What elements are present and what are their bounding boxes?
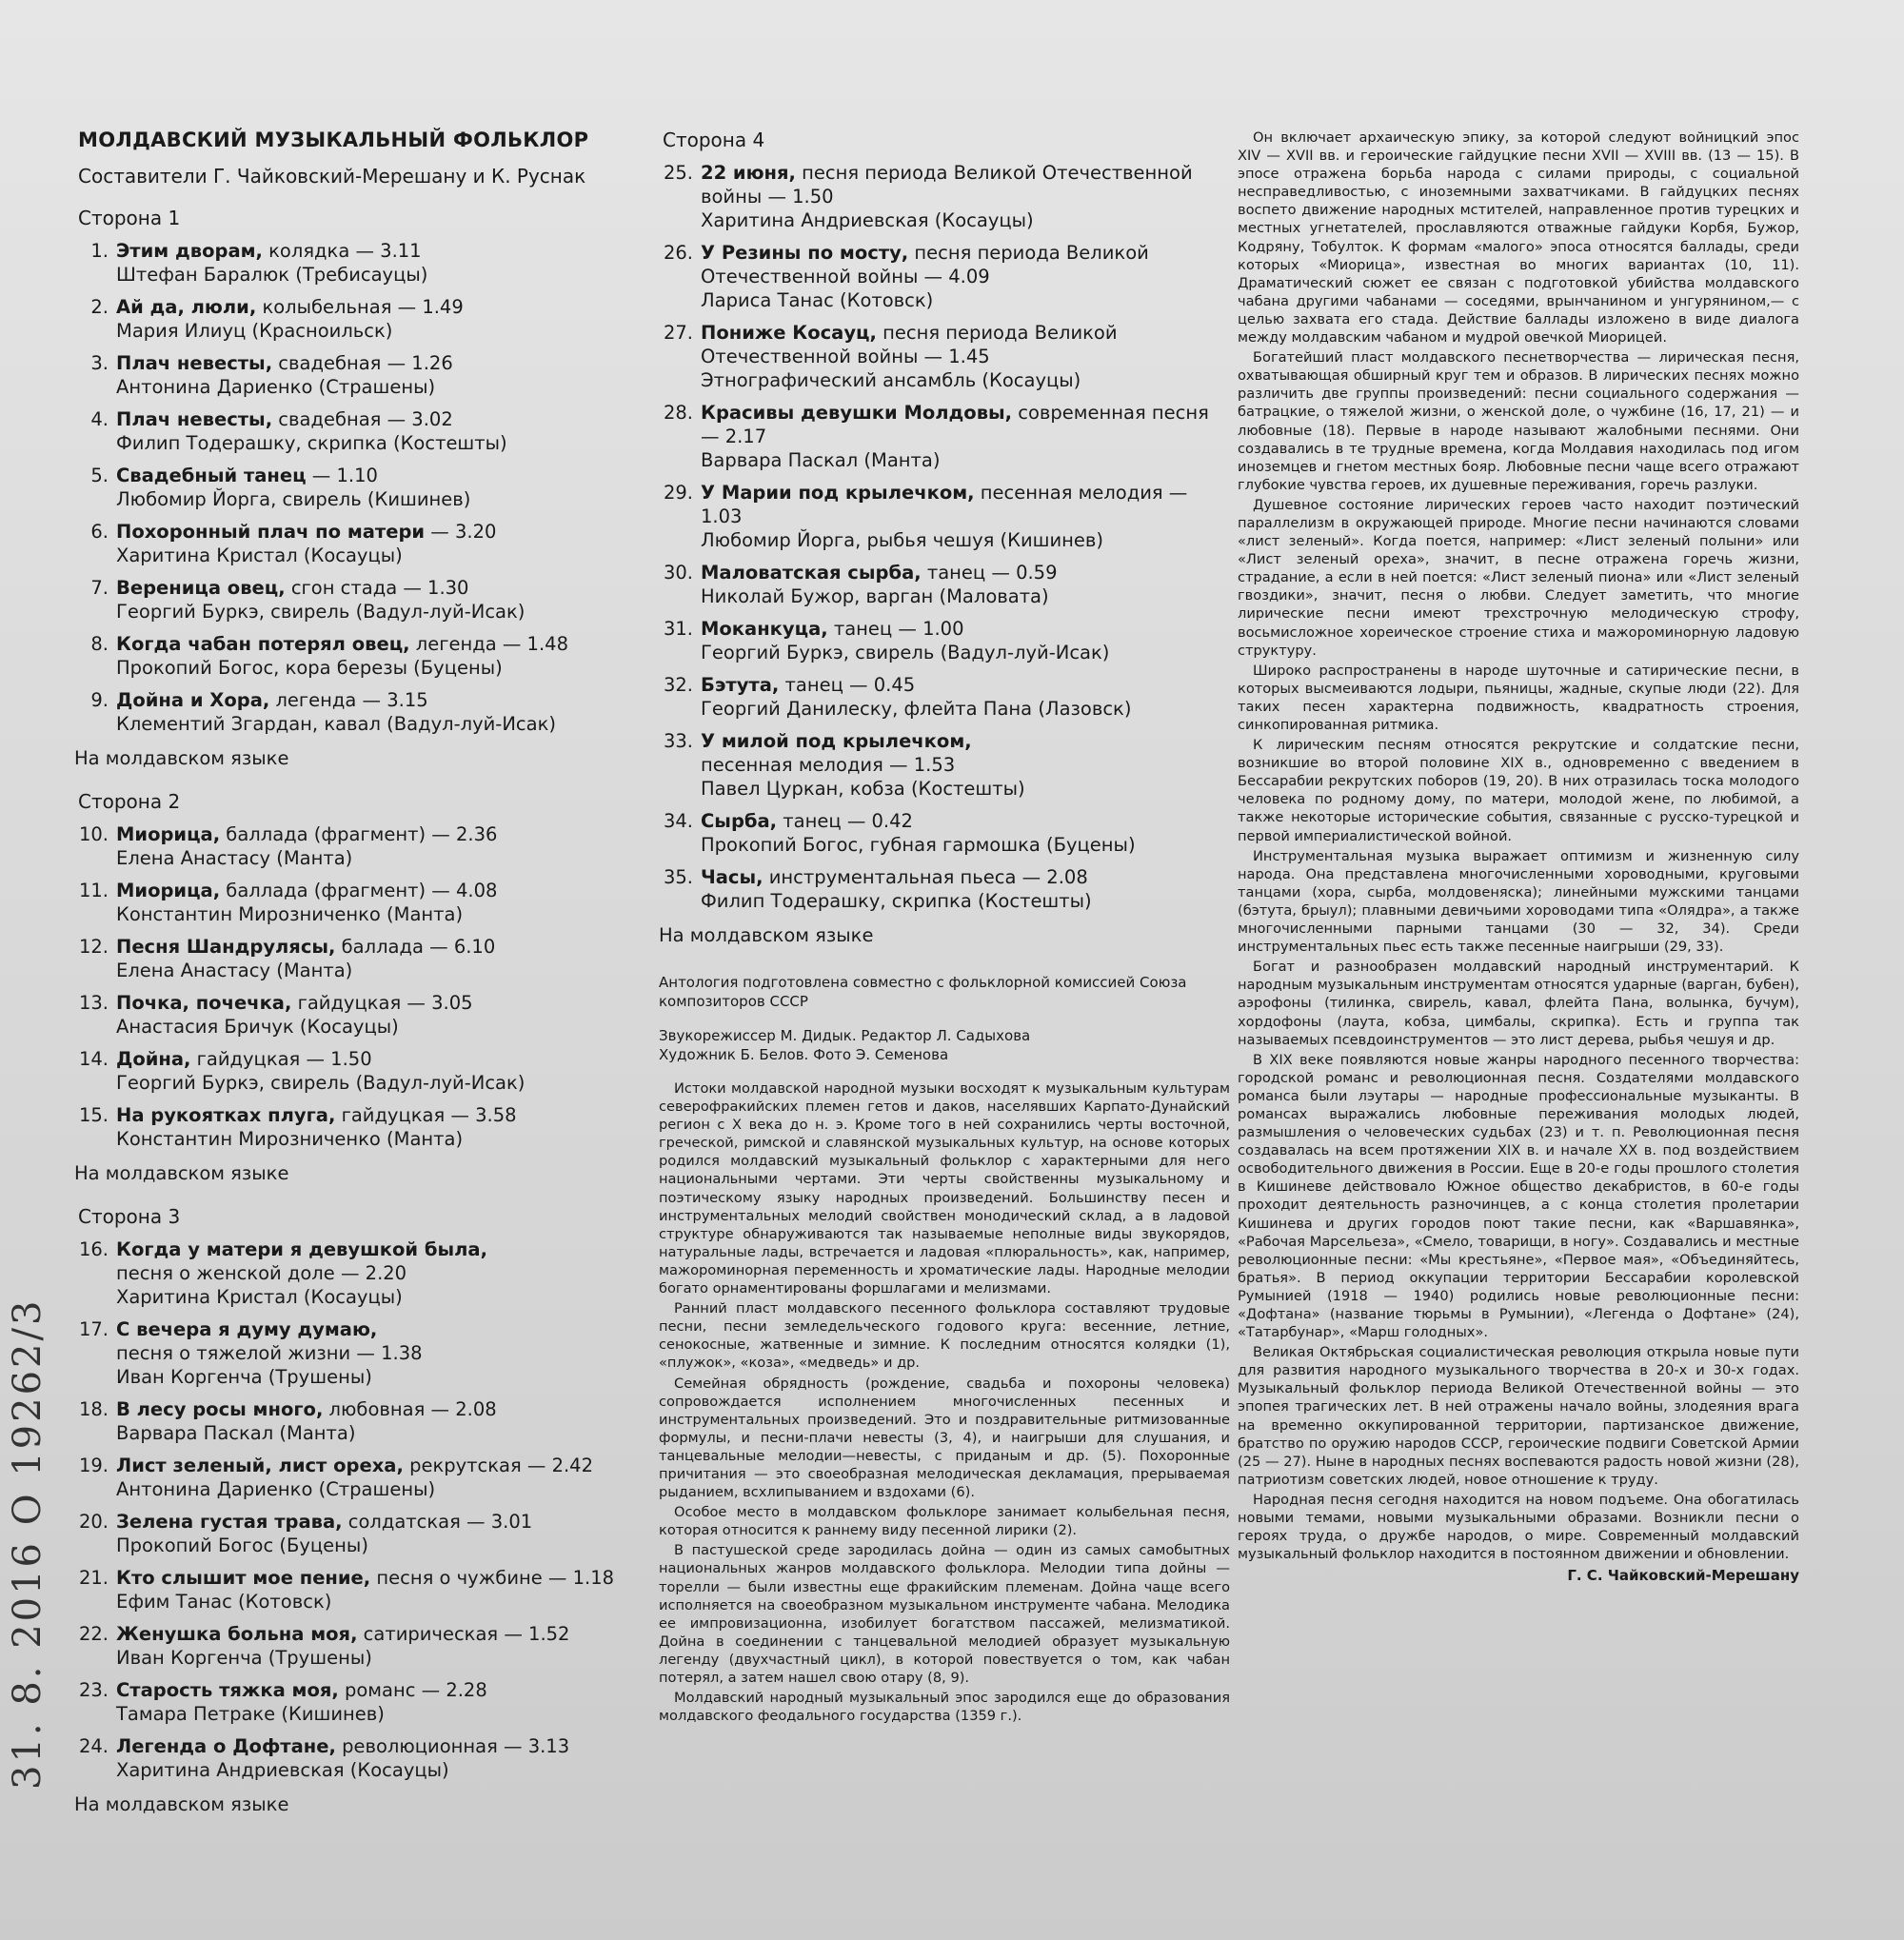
side-2-block bbox=[74, 822, 645, 1184]
track-performer: Филип Тодерашку, скрипка (Костешты) bbox=[701, 890, 1092, 912]
track-number: 10. bbox=[78, 823, 109, 845]
track-title: Дойна и Хора, bbox=[116, 689, 270, 711]
track-description: любовная — 2.08 bbox=[323, 1398, 497, 1420]
track-item bbox=[74, 688, 645, 736]
track-body bbox=[116, 688, 645, 736]
track-number: 19. bbox=[78, 1455, 109, 1476]
track-performer: Константин Мирозниченко (Манта) bbox=[116, 903, 464, 925]
track-performer: Иван Коргенча (Трушены) bbox=[116, 1647, 372, 1669]
track-title: Вереница овец, bbox=[116, 577, 286, 599]
track-description: революционная — 3.13 bbox=[335, 1735, 570, 1757]
track-description: сатирическая — 1.52 bbox=[357, 1623, 570, 1645]
track-description: — 1.10 bbox=[306, 465, 378, 486]
track-item bbox=[74, 1237, 645, 1309]
track-title: Миорица, bbox=[116, 880, 221, 901]
track-performer: Тамара Петраке (Кишинев) bbox=[116, 1703, 385, 1725]
track-item bbox=[74, 1397, 645, 1445]
track-item bbox=[74, 935, 645, 982]
handwritten-catalog-note: 31. 8. 2016 О 19262/3 bbox=[6, 1297, 50, 1790]
track-description: гайдуцкая — 3.05 bbox=[291, 992, 473, 1014]
track-item bbox=[74, 822, 645, 870]
track-performer: Харитина Кристал (Косауцы) bbox=[116, 1286, 403, 1308]
track-performer: Харитина Андриевская (Косауцы) bbox=[701, 209, 1034, 231]
track-description: современная песня — 2.17 bbox=[701, 402, 1209, 447]
track-description: танец — 1.00 bbox=[827, 618, 964, 640]
credits-engineer-editor: Звукорежиссер М. Дидык. Редактор Л. Садыхова bbox=[659, 1027, 1031, 1044]
essay-paragraph: Молдавский народный музыкальный эпос зародился еще до образования молдавского феодального государства (1359 г.). bbox=[659, 1690, 1230, 1725]
track-body bbox=[116, 407, 645, 455]
track-number: 8. bbox=[90, 633, 109, 655]
track-number: 16. bbox=[78, 1238, 109, 1260]
track-title: Маловатская сырба, bbox=[701, 562, 922, 584]
track-performer: Павел Цуркан, кобза (Костешты) bbox=[701, 778, 1025, 800]
track-number: 6. bbox=[90, 521, 109, 543]
credits bbox=[659, 973, 1230, 1064]
track-title: Этим дворам, bbox=[116, 240, 263, 262]
track-number: 30. bbox=[663, 562, 693, 584]
track-title: Зелена густая трава, bbox=[116, 1511, 343, 1533]
essay-paragraph: Он включает архаическую эпику, за которой следуют войницкий эпос XIV — XVII вв. и героические гайдуцкие песни XVII — XVIII вв. (13 — 15). В эпосе отражена борьба народа с силами природы, с социальной несправедливостью, с иноземными захватчиками. В гайдуцких песнях воспето движение народных мстителей, направленное против турецких и местных угнетателей, прославляются отважные гайдуки Корбя, Бужор, Кодряну, Тобулток. К формам «малого» эпоса относятся баллады, среди которых «Миорица», известная во многих вариантах (10, 11). Драматический сюжет ее связан с подготовкой убийства молдавского чабана другими чабанами — соседями, врынчанином и унгурянином,— с целью захвата его стада. Действие баллады изложено в виде диалога между молдавским чабаном и мудрой овечкой Миорицей. bbox=[1238, 129, 1799, 346]
track-title: В лесу росы много, bbox=[116, 1398, 324, 1420]
essay-part-2 bbox=[1238, 129, 1799, 1563]
track-title: Когда у матери я девушкой была, bbox=[116, 1238, 487, 1260]
track-performer: Анастасия Бричук (Косауцы) bbox=[116, 1016, 399, 1038]
track-description: — 3.20 bbox=[425, 521, 497, 543]
track-number: 20. bbox=[78, 1511, 109, 1533]
track-performer: Георгий Данилеску, флейта Пана (Лазовск) bbox=[701, 698, 1132, 720]
track-number: 32. bbox=[663, 674, 693, 696]
track-body bbox=[116, 1678, 645, 1726]
essay-column-3 bbox=[1238, 129, 1799, 1584]
track-description: легенда — 1.48 bbox=[409, 633, 568, 655]
credits-staff bbox=[659, 1026, 1230, 1064]
track-description: танец — 0.59 bbox=[921, 562, 1058, 584]
track-performer: Георгий Буркэ, свирель (Вадул-луй-Исак) bbox=[116, 1072, 526, 1094]
track-number: 34. bbox=[663, 810, 693, 832]
track-performer: Варвара Паскал (Манта) bbox=[701, 449, 941, 471]
track-performer: Георгий Буркэ, свирель (Вадул-луй-Исак) bbox=[116, 601, 526, 623]
track-title: Дойна, bbox=[116, 1048, 191, 1070]
track-performer: Клементий Згардан, кавал (Вадул-луй-Исак) bbox=[116, 713, 556, 735]
track-body bbox=[116, 239, 645, 287]
track-title: Плач невесты, bbox=[116, 408, 273, 430]
track-number: 14. bbox=[78, 1048, 109, 1070]
track-title: На рукоятках плуга, bbox=[116, 1104, 336, 1126]
tracklist-column-2 bbox=[659, 129, 1230, 1727]
track-item bbox=[74, 520, 645, 567]
track-item bbox=[74, 1734, 645, 1782]
track-performer: Елена Анастасу (Манта) bbox=[116, 960, 353, 981]
tracklist-column-1 bbox=[74, 129, 645, 1815]
track-body bbox=[116, 632, 645, 680]
track-body bbox=[116, 351, 645, 399]
track-description: гайдуцкая — 1.50 bbox=[190, 1048, 372, 1070]
track-body bbox=[116, 879, 645, 926]
track-performer: Прокопий Богос, губная гармошка (Буцены) bbox=[701, 834, 1136, 856]
track-number: 33. bbox=[663, 730, 693, 752]
track-performer: Антонина Дариенко (Страшены) bbox=[116, 1478, 436, 1500]
track-title: У Резины по мосту, bbox=[701, 242, 909, 264]
track-description: песенная мелодия — 1.03 bbox=[701, 482, 1188, 527]
track-number: 31. bbox=[663, 618, 693, 640]
essay-paragraph: Богатейший пласт молдавского песнетворчества — лирическая песня, охватывающая обширный круг тем и образов. В лирических песнях можно различить две группы произведений: песни социального содержания — батрацкие, о тяжелой жизни, о женской доле, о чужбине (16, 17, 21) — и любовные (18). Первые в народе называют жалобными песнями. Они создавались в те трудные времена, когда Молдавия находилась под игом иноземцев и гнетом местных бояр. Любовные песни чаще всего отражают глубокие чувства героев, их душевные переживания, горечь разлуки. bbox=[1238, 349, 1799, 493]
track-title: Часы, bbox=[701, 866, 764, 888]
track-title: Песня Шандрулясы, bbox=[116, 936, 336, 958]
track-performer: Штефан Баралюк (Требисауцы) bbox=[116, 264, 428, 286]
track-item bbox=[74, 1566, 645, 1613]
track-title: Лист зеленый, лист ореха, bbox=[116, 1455, 404, 1476]
track-item bbox=[74, 407, 645, 455]
track-title: Женушка больна моя, bbox=[116, 1623, 358, 1645]
track-description: баллада (фрагмент) — 2.36 bbox=[220, 823, 498, 845]
language-note: На молдавском языке bbox=[74, 1793, 289, 1815]
track-body bbox=[701, 561, 1230, 608]
track-description: танец — 0.45 bbox=[779, 674, 916, 696]
track-title: Легенда о Дофтане, bbox=[116, 1735, 336, 1757]
track-item bbox=[74, 1317, 645, 1389]
track-body bbox=[116, 1454, 645, 1501]
track-description: песня периода Великой Отечественной войны — 4.09 bbox=[701, 242, 1149, 287]
essay-part-1 bbox=[659, 1079, 1230, 1725]
track-title: С вечера я думу думаю, bbox=[116, 1318, 378, 1340]
track-number: 15. bbox=[78, 1104, 109, 1126]
track-item bbox=[74, 576, 645, 624]
track-body bbox=[116, 295, 645, 343]
track-body bbox=[116, 1734, 645, 1782]
track-body bbox=[116, 520, 645, 567]
track-item bbox=[659, 809, 1230, 857]
track-body bbox=[116, 1317, 645, 1389]
track-description: песня о тяжелой жизни — 1.38 bbox=[116, 1342, 423, 1364]
essay-paragraph: К лирическим песням относятся рекрутские и солдатские песни, возникшие во второй половине XIX в., одновременно с введением в Бессарабии рекрутских поборов (19, 20). В них отразилась тоска молодого человека по родному дому, по матери, молодой жене, по любимой, а также некоторые исторические события, связанные с русско-турецкой и первой империалистической войной. bbox=[1238, 737, 1799, 844]
track-body bbox=[701, 241, 1230, 312]
track-item bbox=[74, 295, 645, 343]
track-title: Старость тяжка моя, bbox=[116, 1679, 339, 1701]
track-number: 22. bbox=[78, 1623, 109, 1645]
track-body bbox=[701, 673, 1230, 721]
track-number: 26. bbox=[663, 242, 693, 264]
track-item bbox=[74, 1622, 645, 1670]
track-item bbox=[659, 561, 1230, 608]
track-item bbox=[659, 673, 1230, 721]
track-body bbox=[701, 481, 1230, 552]
essay-paragraph: Богат и разнообразен молдавский народный инструментарий. К народным музыкальным инструментам относятся ударные (варган, бубен), аэрофоны (тилинка, свирель, кавал, флейта Пана, волынка, бучум), хордофоны (лаута, кобза, цимбалы, скрипка). Есть и группа так называемых псевдоинструментов — это лист дерева, рыбья чешуя и др. bbox=[1238, 959, 1799, 1048]
track-body bbox=[701, 401, 1230, 472]
track-body bbox=[701, 865, 1230, 913]
track-description: песня периода Великой Отечественной войны — 1.50 bbox=[701, 162, 1193, 208]
side-1-block bbox=[74, 207, 645, 769]
track-description: танец — 0.42 bbox=[777, 810, 913, 832]
track-item bbox=[659, 161, 1230, 232]
track-performer: Елена Анастасу (Манта) bbox=[116, 847, 353, 869]
track-item bbox=[74, 1678, 645, 1726]
essay-paragraph: Семейная обрядность (рождение, свадьба и похороны человека) сопровождается исполнением многочисленных песенных и инструментальных произведений. Это и поздравительные ритмизованные формулы, и песни-плачи невесты (3, 4), и наигрыши для слушания, и танцевальные мелодии—невесты, с приданым и др. (5). Похоронные причитания — это своеобразная мелодическая декламация, прерываемая рыданием, всхлипыванием и вздохами (6). bbox=[659, 1375, 1230, 1501]
track-performer: Лариса Танас (Котовск) bbox=[701, 289, 934, 311]
track-description: гайдуцкая — 3.58 bbox=[335, 1104, 517, 1126]
track-performer: Филип Тодерашку, скрипка (Костешты) bbox=[116, 432, 507, 454]
track-body bbox=[116, 935, 645, 982]
essay-paragraph: В пастушеской среде зародилась дойна — один из самых самобытных национальных жанров молдавского фольклора. Мелодии типа дойны — торелли — были известны еще фракийским племенам. Дойна чаще всего исполняется на своеобразном музыкальном инструменте чабана. Мелодика ее импровизационна, изобилует богатством пассажей, мелизматикой. Дойна в соединении с танцевальной мелодией образует музыкальную легенду (двухчастный цикл), в которой повествуется о том, как чабан потерял, а затем нашел свою отару (8, 9). bbox=[659, 1542, 1230, 1686]
essay-paragraph: Народная песня сегодня находится на новом подъеме. Она обогатилась новыми темами, новыми музыкальными образами. Возникли песни о героях труда, о дружбе народов, о мире. Современный молдавский музыкальный фольклор находится в постоянном движении и обновлении. bbox=[1238, 1491, 1799, 1563]
track-description: песенная мелодия — 1.53 bbox=[701, 754, 956, 776]
track-body bbox=[116, 1510, 645, 1557]
essay-paragraph: Истоки молдавской народной музыки восходят к музыкальным культурам северофракийских племен гетов и даков, населявших Карпато-Дунайский регион с Х века до н. э. Кроме того в ней сохранились черты восточной, греческой, римской и славянской музыкальных культур, на основе которых родился молдавский музыкальный фольклор с характерными для него национальными чертами. Эти черты свойственны музыкальному и поэтическому языку народных произведений. Большинству песен и инструментальных мелодий свойствен монодический склад, а в ладовой структуре обнаруживаются так называемые неполные виды звукорядов, натуральные лады, встречается и ладовая «плюральность», как, например, мажороминорная переменность и хроматические лады. Народные мелодии богато орнаментированы форшлагами и мелизмами. bbox=[659, 1080, 1230, 1297]
track-description: колыбельная — 1.49 bbox=[256, 296, 464, 318]
track-body bbox=[116, 1103, 645, 1151]
compilers-line: Составители Г. Чайковский-Мерешану и К. Руснак bbox=[78, 165, 586, 188]
track-number: 24. bbox=[78, 1735, 109, 1757]
track-number: 17. bbox=[78, 1318, 109, 1340]
language-note: На молдавском языке bbox=[659, 924, 874, 946]
track-title: Почка, почечка, bbox=[116, 992, 292, 1014]
track-item bbox=[74, 632, 645, 680]
track-description: песня периода Великой Отечественной войны — 1.45 bbox=[701, 322, 1118, 367]
essay-paragraph: В XIX веке появляются новые жанры народного песенного творчества: городской романс и революционная песня. Создателями молдавского романса были лэутары — народные профессиональные музыканты. В романсах выражались любовные переживания молодых людей, размышления о человеческих судьбах (23) и т. п. Революционная песня создавалась на всем протяжении XIX в. и начале XX в. под воздействием освободительного движения в России. Еще в 20-е годы прошлого столетия в Кишиневе действовало Южное общество декабристов, в 60-е годы проходит деятельность разночинцев, а с конца столетия пролетарии Кишинева и других городов поют такие песни, как «Варшавянка», «Рабочая Марсельеза», «Смело, товарищи, в ногу». Создавались и местные революционные песни: «Мы крестьяне», «Первое мая», «Объединяйтесь, братья». В период оккупации территории Бессарабии королевской Румынией (1918 — 1940) родились новые революционные песни: «Дофтана» (название тюрьмы в Румынии), «Легенда о Дофтане» (24), «Татарбунар», «Марш голодных». bbox=[1238, 1051, 1799, 1341]
track-description: сгон стада — 1.30 bbox=[285, 577, 469, 599]
track-description: песня о женской доле — 2.20 bbox=[116, 1262, 407, 1284]
track-performer: Ефим Танас (Котовск) bbox=[116, 1591, 332, 1613]
track-title: Свадебный танец bbox=[116, 465, 307, 486]
track-number: 35. bbox=[663, 866, 693, 888]
language-note: На молдавском языке bbox=[74, 1162, 289, 1184]
track-title: Плач невесты, bbox=[116, 352, 273, 374]
track-description: баллада — 6.10 bbox=[335, 936, 496, 958]
track-title: У Марии под крылечком, bbox=[701, 482, 975, 504]
track-number: 9. bbox=[90, 689, 109, 711]
track-performer: Иван Коргенча (Трушены) bbox=[116, 1366, 372, 1388]
track-number: 3. bbox=[90, 352, 109, 374]
track-item bbox=[659, 865, 1230, 913]
track-title: Ай да, люли, bbox=[116, 296, 257, 318]
track-performer: Георгий Буркэ, свирель (Вадул-луй-Исак) bbox=[701, 642, 1110, 663]
track-description: колядка — 3.11 bbox=[262, 240, 422, 262]
track-item bbox=[659, 321, 1230, 392]
track-title: Пониже Косауц, bbox=[701, 322, 877, 344]
track-title: Бэтута, bbox=[701, 674, 780, 696]
track-item bbox=[659, 241, 1230, 312]
track-item bbox=[74, 1103, 645, 1151]
track-body bbox=[116, 464, 645, 511]
track-number: 23. bbox=[78, 1679, 109, 1701]
track-item bbox=[74, 351, 645, 399]
language-note: На молдавском языке bbox=[74, 747, 289, 769]
track-number: 18. bbox=[78, 1398, 109, 1420]
track-performer: Константин Мирозниченко (Манта) bbox=[116, 1128, 464, 1150]
track-performer: Прокопий Богос, кора березы (Буцены) bbox=[116, 657, 503, 679]
track-body bbox=[116, 1397, 645, 1445]
track-performer: Николай Бужор, варган (Маловата) bbox=[701, 585, 1049, 607]
track-body bbox=[701, 161, 1230, 232]
track-performer: Харитина Андриевская (Косауцы) bbox=[116, 1759, 449, 1781]
track-number: 28. bbox=[663, 402, 693, 424]
track-title: Миорица, bbox=[116, 823, 221, 845]
track-title: Моканкуца, bbox=[701, 618, 828, 640]
essay-paragraph: Широко распространены в народе шуточные и сатирические песни, в которых высмеиваются лодыри, пьяницы, жадные, скупые люди (22). Для таких песен характерна подвижность, квадратность строения, синкопированная ритмика. bbox=[1238, 662, 1799, 733]
track-body bbox=[116, 1047, 645, 1095]
track-performer: Антонина Дариенко (Страшены) bbox=[116, 376, 436, 398]
track-body bbox=[116, 1622, 645, 1670]
track-performer: Мария Илиуц (Красноильск) bbox=[116, 320, 393, 342]
track-number: 12. bbox=[78, 936, 109, 958]
track-description: свадебная — 1.26 bbox=[272, 352, 453, 374]
track-title: У милой под крылечком, bbox=[701, 730, 972, 752]
track-item bbox=[659, 401, 1230, 472]
track-item bbox=[74, 239, 645, 287]
author-signature: Г. С. Чайковский-Мерешану bbox=[1567, 1567, 1799, 1585]
track-description: рекрутская — 2.42 bbox=[403, 1455, 593, 1476]
track-item bbox=[659, 729, 1230, 801]
track-item bbox=[659, 481, 1230, 552]
track-body bbox=[116, 576, 645, 624]
track-title: Красивы девушки Молдовы, bbox=[701, 402, 1013, 424]
track-body bbox=[116, 1237, 645, 1309]
track-title: 22 июня, bbox=[701, 162, 796, 184]
track-number: 13. bbox=[78, 992, 109, 1014]
track-number: 21. bbox=[78, 1567, 109, 1589]
side-3-label: Сторона 3 bbox=[78, 1205, 181, 1228]
track-performer: Этнографический ансамбль (Косауцы) bbox=[701, 369, 1081, 391]
track-title: Сырба, bbox=[701, 810, 778, 832]
track-performer: Харитина Кристал (Косауцы) bbox=[116, 544, 403, 566]
track-body bbox=[701, 617, 1230, 664]
track-performer: Любомир Йорга, рыбья чешуя (Кишинев) bbox=[701, 529, 1104, 551]
track-item bbox=[74, 991, 645, 1039]
credits-anthology: Антология подготовлена совместно с фольклорной комиссией Союза композиторов СССР bbox=[659, 974, 1187, 1010]
track-body bbox=[116, 822, 645, 870]
track-item bbox=[74, 1454, 645, 1501]
track-description: инструментальная пьеса — 2.08 bbox=[763, 866, 1088, 888]
track-performer: Любомир Йорга, свирель (Кишинев) bbox=[116, 488, 471, 510]
track-description: песня о чужбине — 1.18 bbox=[370, 1567, 615, 1589]
track-description: баллада (фрагмент) — 4.08 bbox=[220, 880, 498, 901]
track-number: 25. bbox=[663, 162, 693, 184]
side-3-block bbox=[74, 1237, 645, 1815]
track-number: 29. bbox=[663, 482, 693, 504]
side-2-label: Сторона 2 bbox=[78, 790, 181, 813]
essay-paragraph: Ранний пласт молдавского песенного фольклора составляют трудовые песни, песни земледельческого годового круга: весенние, летние, сенокосные, жатвенные и зимние. К последним относятся колядки (1), «плужок», «коза», «медведь» и др. bbox=[659, 1300, 1230, 1372]
track-number: 2. bbox=[90, 296, 109, 318]
essay-paragraph: Инструментальная музыка выражает оптимизм и жизненную силу народа. Она представлена многочисленными хороводными, круговыми танцами (хора, сырба, молдовеняска); линейными мужскими танцами (бэтута, брыул); плавными девичьими хороводами типа «Олядра», а также многочисленными парными танцами (30 — 32, 34). Среди инструментальных пьес есть также песенные наигрыши (29, 33). bbox=[1238, 847, 1799, 956]
track-title: Когда чабан потерял овец, bbox=[116, 633, 410, 655]
track-number: 5. bbox=[90, 465, 109, 486]
track-number: 11. bbox=[78, 880, 109, 901]
track-performer: Варвара Паскал (Манта) bbox=[116, 1422, 356, 1444]
track-number: 1. bbox=[90, 240, 109, 262]
track-item bbox=[74, 1047, 645, 1095]
track-item bbox=[74, 464, 645, 511]
track-body bbox=[701, 321, 1230, 392]
track-item bbox=[74, 879, 645, 926]
track-body bbox=[701, 729, 1230, 801]
track-performer: Прокопий Богос (Буцены) bbox=[116, 1534, 368, 1556]
track-body bbox=[701, 809, 1230, 857]
track-title: Кто слышит мое пение, bbox=[116, 1567, 371, 1589]
track-body bbox=[116, 991, 645, 1039]
credits-artist-photo: Художник Б. Белов. Фото Э. Семенова bbox=[659, 1046, 949, 1063]
essay-paragraph: Душевное состояние лирических героев часто находит поэтический параллелизм в окружающей природе. Многие песни начинаются словами «лист зеленый». Когда поется, например: «Лист зеленый полыни» или «Лист зеленый ореха», значит, в песне отражена горечь жизни, страдание, а если в ней поется: «Лист зеленый пиона» или «Лист зеленый гвоздики», значит, песня о любви. Следует заметить, что многие лирические песни имеют трехстрочную мелодическую строфу, восьмисложное хореическое строение стиха и мажороминорную ладовую структуру. bbox=[1238, 496, 1799, 659]
side-label: Сторона 4 bbox=[663, 129, 765, 151]
track-body bbox=[116, 1566, 645, 1613]
track-item bbox=[659, 617, 1230, 664]
track-description: легенда — 3.15 bbox=[269, 689, 428, 711]
essay-paragraph: Великая Октябрьская социалистическая революция открыла новые пути для развития народного музыкального творчества в 20-х и 30-х годах. Музыкальный фольклор периода Великой Отечественной войны — это эпопея трагических лет. В ней отражены начало войны, злодеяния врага на временно оккупированной территории, партизанское движение, братство по оружию народов СССР, героические подвиги Советской Армии (25 — 27). Ныне в народных песнях воспеваются радость новой жизни (28), патриотизм советских людей, новое отношение к труду. bbox=[1238, 1344, 1799, 1488]
side-label: Сторона 1 bbox=[78, 207, 181, 229]
essay-paragraph: Особое место в молдавском фольклоре занимает колыбельная песня, которая относится к раннему виду песенной лирики (2). bbox=[659, 1504, 1230, 1539]
album-title: МОЛДАВСКИЙ МУЗЫКАЛЬНЫЙ ФОЛЬКЛОР bbox=[78, 129, 589, 151]
side-4-block bbox=[659, 129, 1230, 946]
track-number: 27. bbox=[663, 322, 693, 344]
track-number: 4. bbox=[90, 408, 109, 430]
track-item bbox=[74, 1510, 645, 1557]
track-description: свадебная — 3.02 bbox=[272, 408, 453, 430]
track-description: солдатская — 3.01 bbox=[342, 1511, 533, 1533]
track-number: 7. bbox=[90, 577, 109, 599]
track-description: романс — 2.28 bbox=[338, 1679, 487, 1701]
track-title: Похоронный плач по матери bbox=[116, 521, 426, 543]
